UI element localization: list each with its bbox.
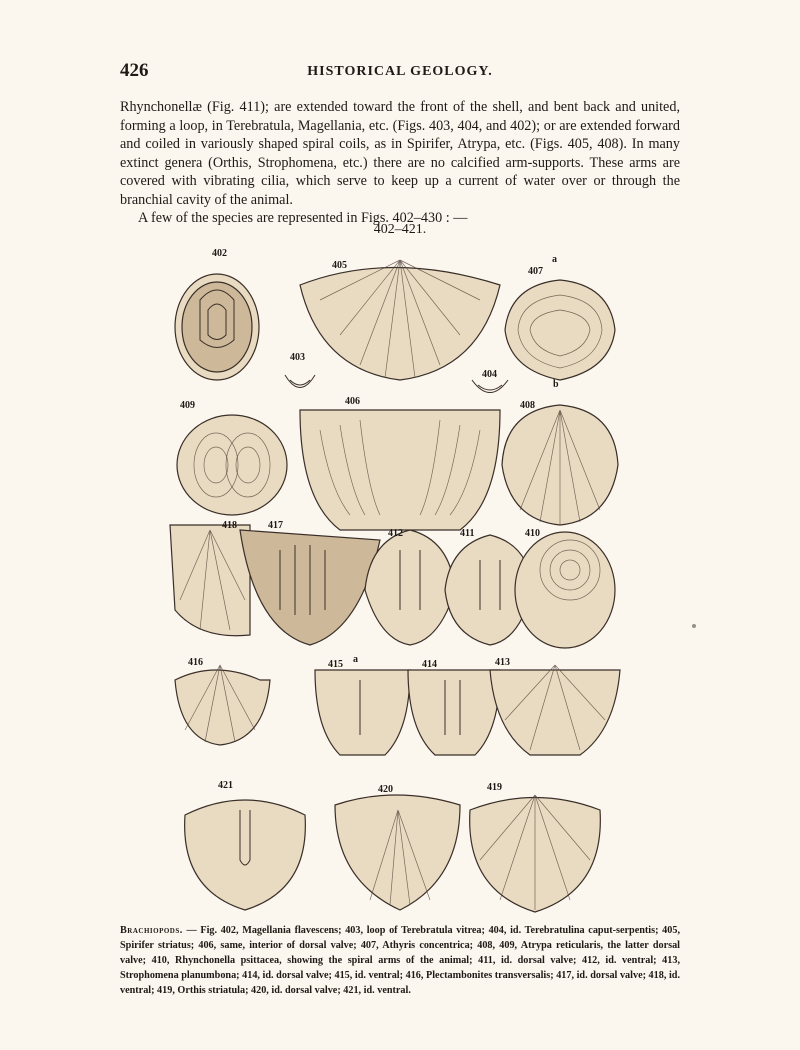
fig-410-shell bbox=[515, 532, 615, 648]
figure-caption bbox=[120, 923, 680, 998]
fig-label-403: 403 bbox=[290, 352, 305, 363]
fig-420-shell bbox=[335, 795, 460, 910]
fig-label-421: 421 bbox=[218, 780, 233, 791]
fig-label-420: 420 bbox=[378, 784, 393, 795]
fig-label-419: 419 bbox=[487, 782, 502, 793]
fig-label-405: 405 bbox=[332, 260, 347, 271]
brachiopod-illustration bbox=[160, 240, 630, 920]
fig-421-shell bbox=[185, 800, 306, 910]
fig-label-415: 415 bbox=[328, 659, 343, 670]
fig-label-408: 408 bbox=[520, 400, 535, 411]
page-speck bbox=[692, 624, 696, 628]
fig-label-407: 407 bbox=[528, 266, 543, 277]
caption-text: — Fig. 402, Magellania flavescens; 403, loop of Terebratula vitrea; 404, id. Terebratulina caput-serpentis; 405, Spirifer striatus; 406, same, interior of dorsal valve; 407, Athyris concentrica; 408, 409, Atrypa reticularis, the latter dorsal valve; 410, Rhynchonella psittacea, showing the spiral arms of the animal; 411, id. dorsal valve; 412, id. ventral; 413, Strophomena planumbona; 414, id. dorsal valve; 415, id. ventral; 416, Plectambonites transversalis; 417, id. dorsal valve; 418, id. ventral; 419, Orthis striatula; 420, id. dorsal valve; 421, id. ventral. bbox=[120, 925, 680, 996]
fig-label-406: 406 bbox=[345, 396, 360, 407]
paragraph-1: Rhynchonellæ (Fig. 411); are extended toward the front of the shell, and bent back and united, forming a loop, in Terebratula, Magellania, etc. (Figs. 403, 404, and 402); or are extended forward and coiled in variously shaped spiral coils, as in Spirifer, Atrypa, etc. (Figs. 405, 408). In many extinct genera (Orthis, Strophomena, etc.) there are no calcified arm-supports. These arms are covered with vibrating cilia, which serve to keep up a current of water over or through the branchial cavity of the animal. bbox=[120, 99, 680, 208]
paragraph-2: A few of the species are represented in Figs. 402–430 : — bbox=[138, 210, 468, 226]
fig-label-418: 418 bbox=[222, 520, 237, 531]
fig-402-shell bbox=[175, 274, 259, 380]
fig-419-shell bbox=[470, 795, 601, 912]
fig-label-402: 402 bbox=[212, 248, 227, 259]
fig-406-shell bbox=[300, 410, 500, 530]
fig-416-shell bbox=[175, 665, 270, 745]
fig-405-shell bbox=[300, 260, 500, 380]
fig-403-loop bbox=[285, 375, 315, 388]
fig-label-410: 410 bbox=[525, 528, 540, 539]
body-text bbox=[120, 98, 680, 228]
fig-label-b-1: b bbox=[553, 379, 559, 390]
fig-label-409: 409 bbox=[180, 400, 195, 411]
fig-418-shell bbox=[170, 525, 250, 636]
fig-label-412: 412 bbox=[388, 528, 403, 539]
fig-417-shell bbox=[240, 530, 380, 645]
fig-413-shell bbox=[490, 665, 620, 755]
brachiopod-plate bbox=[160, 240, 630, 920]
fig-label-413: 413 bbox=[495, 657, 510, 668]
fig-414-shell bbox=[408, 670, 500, 755]
fig-label-417: 417 bbox=[268, 520, 283, 531]
fig-label-404: 404 bbox=[482, 369, 497, 380]
fig-label-411: 411 bbox=[460, 528, 475, 539]
running-head: HISTORICAL GEOLOGY. bbox=[307, 64, 493, 79]
figure-range-label: 402–421. bbox=[373, 222, 427, 237]
fig-label-414: 414 bbox=[422, 659, 437, 670]
fig-label-416: 416 bbox=[188, 657, 203, 668]
page-header bbox=[120, 60, 680, 88]
fig-415-shell bbox=[315, 670, 410, 755]
fig-label-a-2: a bbox=[353, 654, 358, 665]
fig-label-a-1: a bbox=[552, 254, 557, 265]
caption-lead: Brachiopods. bbox=[120, 925, 183, 936]
page-number: 426 bbox=[120, 60, 149, 81]
fig-404-loop bbox=[472, 380, 508, 393]
fig-408-shell bbox=[502, 405, 618, 525]
fig-407-shell bbox=[505, 280, 615, 380]
fig-409-shell bbox=[177, 415, 287, 515]
